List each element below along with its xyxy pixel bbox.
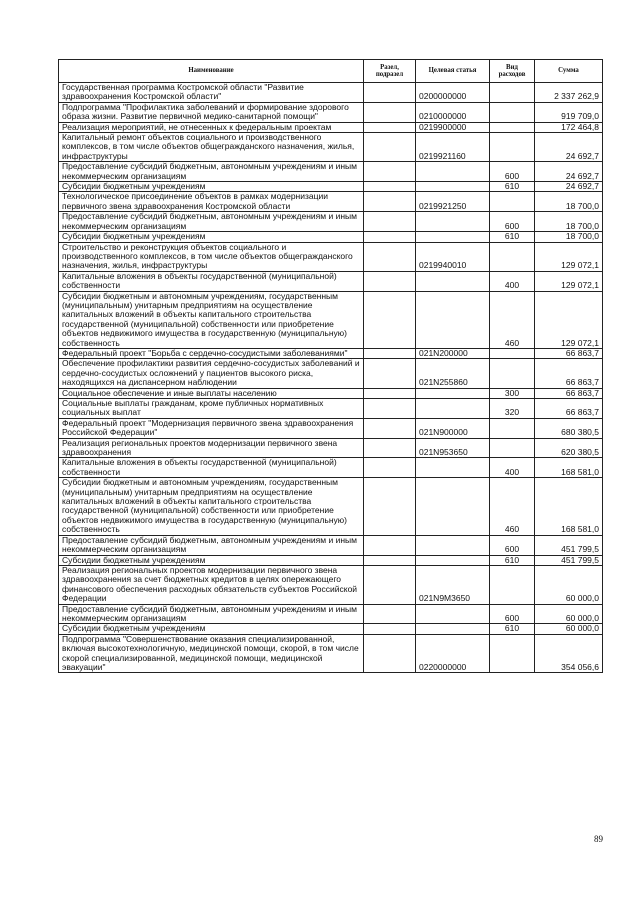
row-type: 300 bbox=[490, 388, 535, 398]
row-type: 460 bbox=[490, 291, 535, 348]
row-type bbox=[490, 102, 535, 122]
table-row bbox=[59, 399, 603, 419]
row-type bbox=[490, 192, 535, 212]
table-row bbox=[59, 418, 603, 438]
row-name: Социальные выплаты гражданам, кроме публичных нормативных социальных выплат bbox=[59, 399, 364, 419]
row-target: 0219921250 bbox=[416, 192, 490, 212]
row-sum: 66 863,7 bbox=[535, 359, 603, 388]
row-sum: 18 700,0 bbox=[535, 232, 603, 242]
row-target: 0200000000 bbox=[416, 83, 490, 103]
header-type: Вид расходов bbox=[490, 60, 535, 83]
row-section bbox=[364, 399, 416, 419]
row-name: Субсидии бюджетным учреждениям bbox=[59, 232, 364, 242]
row-type bbox=[490, 634, 535, 673]
row-sum: 129 072,1 bbox=[535, 271, 603, 291]
row-sum: 129 072,1 bbox=[535, 291, 603, 348]
table-row bbox=[59, 83, 603, 103]
row-sum: 18 700,0 bbox=[535, 212, 603, 232]
row-name: Капитальные вложения в объекты государственной (муниципальной) собственности bbox=[59, 458, 364, 478]
row-type: 600 bbox=[490, 535, 535, 555]
row-name: Капитальные вложения в объекты государственной (муниципальной) собственности bbox=[59, 271, 364, 291]
row-type bbox=[490, 122, 535, 132]
row-type: 400 bbox=[490, 458, 535, 478]
row-sum: 354 056,6 bbox=[535, 634, 603, 673]
page-number: 89 bbox=[594, 834, 603, 844]
table-row bbox=[59, 232, 603, 242]
table-row bbox=[59, 162, 603, 182]
row-type: 610 bbox=[490, 232, 535, 242]
row-type bbox=[490, 242, 535, 271]
row-target bbox=[416, 182, 490, 192]
row-target bbox=[416, 291, 490, 348]
row-section bbox=[364, 212, 416, 232]
row-name: Строительство и реконструкция объектов социального и производственного комплексов, в том числе объектов общегражданского назначения, жилья, инфраструктуры bbox=[59, 242, 364, 271]
row-section bbox=[364, 291, 416, 348]
table-row bbox=[59, 634, 603, 673]
row-section bbox=[364, 604, 416, 624]
row-name: Субсидии бюджетным учреждениям bbox=[59, 182, 364, 192]
row-target bbox=[416, 624, 490, 634]
row-sum: 919 709,0 bbox=[535, 102, 603, 122]
row-type: 460 bbox=[490, 478, 535, 535]
row-type: 610 bbox=[490, 555, 535, 565]
row-section bbox=[364, 162, 416, 182]
table-header bbox=[59, 60, 603, 83]
row-type bbox=[490, 359, 535, 388]
row-section bbox=[364, 232, 416, 242]
table-row bbox=[59, 242, 603, 271]
row-target bbox=[416, 604, 490, 624]
row-name: Субсидии бюджетным и автономным учреждениям, государственным (муниципальным) унитарным предприятиям на осуществление капитальных вложений в объекты капитального строительства государственной (муниципальной) собственности или приобретение объектов недвижимого имущества в государственную (муниципальную) собственность bbox=[59, 478, 364, 535]
row-sum: 168 581,0 bbox=[535, 458, 603, 478]
row-section bbox=[364, 388, 416, 398]
table-row bbox=[59, 535, 603, 555]
table-row bbox=[59, 478, 603, 535]
row-name: Реализация мероприятий, не отнесенных к федеральным проектам bbox=[59, 122, 364, 132]
row-section bbox=[364, 555, 416, 565]
table-row bbox=[59, 438, 603, 458]
row-name: Федеральный проект "Борьба с сердечно-сосудистыми заболеваниями" bbox=[59, 348, 364, 358]
header-sum: Сумма bbox=[535, 60, 603, 83]
row-sum: 620 380,5 bbox=[535, 438, 603, 458]
row-sum: 680 380,5 bbox=[535, 418, 603, 438]
row-sum: 66 863,7 bbox=[535, 348, 603, 358]
row-target: 0219900000 bbox=[416, 122, 490, 132]
row-name: Субсидии бюджетным учреждениям bbox=[59, 555, 364, 565]
row-section bbox=[364, 182, 416, 192]
row-name: Федеральный проект "Модернизация первичного звена здравоохранения Российской Федерации" bbox=[59, 418, 364, 438]
row-sum: 451 799,5 bbox=[535, 555, 603, 565]
row-target bbox=[416, 535, 490, 555]
row-target: 021N9M3650 bbox=[416, 565, 490, 604]
row-sum: 451 799,5 bbox=[535, 535, 603, 555]
row-sum: 60 000,0 bbox=[535, 565, 603, 604]
row-section bbox=[364, 565, 416, 604]
row-type: 600 bbox=[490, 212, 535, 232]
row-type: 600 bbox=[490, 604, 535, 624]
row-target bbox=[416, 271, 490, 291]
row-name: Субсидии бюджетным учреждениям bbox=[59, 624, 364, 634]
row-sum: 2 337 262,9 bbox=[535, 83, 603, 103]
row-target: 0219921160 bbox=[416, 133, 490, 162]
row-sum: 60 000,0 bbox=[535, 624, 603, 634]
row-section bbox=[364, 478, 416, 535]
row-section bbox=[364, 133, 416, 162]
row-sum: 66 863,7 bbox=[535, 388, 603, 398]
row-section bbox=[364, 438, 416, 458]
header-name: Наименование bbox=[59, 60, 364, 83]
row-target: 021N900000 bbox=[416, 418, 490, 438]
row-section bbox=[364, 634, 416, 673]
row-sum: 129 072,1 bbox=[535, 242, 603, 271]
row-sum: 18 700,0 bbox=[535, 192, 603, 212]
row-sum: 24 692,7 bbox=[535, 182, 603, 192]
table-row bbox=[59, 604, 603, 624]
row-name: Субсидии бюджетным и автономным учреждениям, государственным (муниципальным) унитарным предприятиям на осуществление капитальных вложений в объекты капитального строительства государственной (муниципальной) собственности или приобретение объектов недвижимого имущества в государственную (муниципальную) собственность bbox=[59, 291, 364, 348]
row-target: 0219940010 bbox=[416, 242, 490, 271]
row-type bbox=[490, 348, 535, 358]
row-target bbox=[416, 458, 490, 478]
row-section bbox=[364, 348, 416, 358]
row-sum: 172 464,8 bbox=[535, 122, 603, 132]
row-name: Предоставление субсидий бюджетным, автономным учреждениям и иным некоммерческим организациям bbox=[59, 604, 364, 624]
table-row bbox=[59, 458, 603, 478]
row-section bbox=[364, 271, 416, 291]
table-row bbox=[59, 271, 603, 291]
table-row bbox=[59, 624, 603, 634]
row-name: Государственная программа Костромской области "Развитие здравоохранения Костромской области" bbox=[59, 83, 364, 103]
row-sum: 168 581,0 bbox=[535, 478, 603, 535]
row-name: Капитальный ремонт объектов социального и производственного комплексов, в том числе объектов общегражданского назначения, жилья, инфраструктуры bbox=[59, 133, 364, 162]
row-target: 021N953650 bbox=[416, 438, 490, 458]
row-type bbox=[490, 565, 535, 604]
row-name: Предоставление субсидий бюджетным, автономным учреждениям и иным некоммерческим организациям bbox=[59, 162, 364, 182]
row-name: Реализация региональных проектов модернизации первичного звена здравоохранения bbox=[59, 438, 364, 458]
row-target bbox=[416, 555, 490, 565]
row-name: Технологическое присоединение объектов в рамках модернизации первичного звена здравоохранения Костромской области bbox=[59, 192, 364, 212]
row-section bbox=[364, 102, 416, 122]
budget-table bbox=[58, 59, 603, 673]
row-section bbox=[364, 624, 416, 634]
row-sum: 66 863,7 bbox=[535, 399, 603, 419]
row-target: 0210000000 bbox=[416, 102, 490, 122]
table-row bbox=[59, 122, 603, 132]
row-type bbox=[490, 438, 535, 458]
row-target: 021N255860 bbox=[416, 359, 490, 388]
row-target: 021N200000 bbox=[416, 348, 490, 358]
row-type bbox=[490, 133, 535, 162]
row-name: Предоставление субсидий бюджетным, автономным учреждениям и иным некоммерческим организациям bbox=[59, 212, 364, 232]
header-row bbox=[59, 60, 603, 83]
row-sum: 24 692,7 bbox=[535, 162, 603, 182]
row-section bbox=[364, 122, 416, 132]
table-row bbox=[59, 192, 603, 212]
row-name: Реализация региональных проектов модернизации первичного звена здравоохранения за счет бюджетных кредитов в целях опережающего финансового обеспечения расходных обязательств субъектов Российской Федерации bbox=[59, 565, 364, 604]
header-section: Разел, подразел bbox=[364, 60, 416, 83]
table-row bbox=[59, 133, 603, 162]
table-row bbox=[59, 388, 603, 398]
row-name: Подпрограмма "Профилактика заболеваний и формирование здорового образа жизни. Развитие первичной медико-санитарной помощи" bbox=[59, 102, 364, 122]
row-name: Подпрограмма "Совершенствование оказания специализированной, включая высокотехнологичную, медицинской помощи, скорой, в том числе скорой специализированной, медицинской помощи, медицинской эвакуации" bbox=[59, 634, 364, 673]
row-sum: 24 692,7 bbox=[535, 133, 603, 162]
table-row bbox=[59, 102, 603, 122]
row-type: 610 bbox=[490, 624, 535, 634]
row-target bbox=[416, 399, 490, 419]
table-row bbox=[59, 291, 603, 348]
row-section bbox=[364, 192, 416, 212]
header-target: Целевая статья bbox=[416, 60, 490, 83]
row-section bbox=[364, 242, 416, 271]
table-row bbox=[59, 348, 603, 358]
row-name: Социальное обеспечение и иные выплаты населению bbox=[59, 388, 364, 398]
row-type bbox=[490, 83, 535, 103]
row-section bbox=[364, 535, 416, 555]
row-section bbox=[364, 359, 416, 388]
row-type bbox=[490, 418, 535, 438]
row-sum: 60 000,0 bbox=[535, 604, 603, 624]
row-target bbox=[416, 232, 490, 242]
row-target: 0220000000 bbox=[416, 634, 490, 673]
row-type: 600 bbox=[490, 162, 535, 182]
table-row bbox=[59, 359, 603, 388]
table-row bbox=[59, 182, 603, 192]
row-target bbox=[416, 162, 490, 182]
row-section bbox=[364, 458, 416, 478]
row-type: 400 bbox=[490, 271, 535, 291]
row-target bbox=[416, 212, 490, 232]
table-body bbox=[59, 83, 603, 673]
row-type: 320 bbox=[490, 399, 535, 419]
table-row bbox=[59, 212, 603, 232]
row-name: Обеспечение профилактики развития сердечно-сосудистых заболеваний и сердечно-сосудистых осложнений у пациентов высокого риска, находящихся на диспансерном наблюдении bbox=[59, 359, 364, 388]
row-target bbox=[416, 388, 490, 398]
row-target bbox=[416, 478, 490, 535]
table-row bbox=[59, 555, 603, 565]
row-section bbox=[364, 83, 416, 103]
row-type: 610 bbox=[490, 182, 535, 192]
row-name: Предоставление субсидий бюджетным, автономным учреждениям и иным некоммерческим организациям bbox=[59, 535, 364, 555]
row-section bbox=[364, 418, 416, 438]
table-row bbox=[59, 565, 603, 604]
